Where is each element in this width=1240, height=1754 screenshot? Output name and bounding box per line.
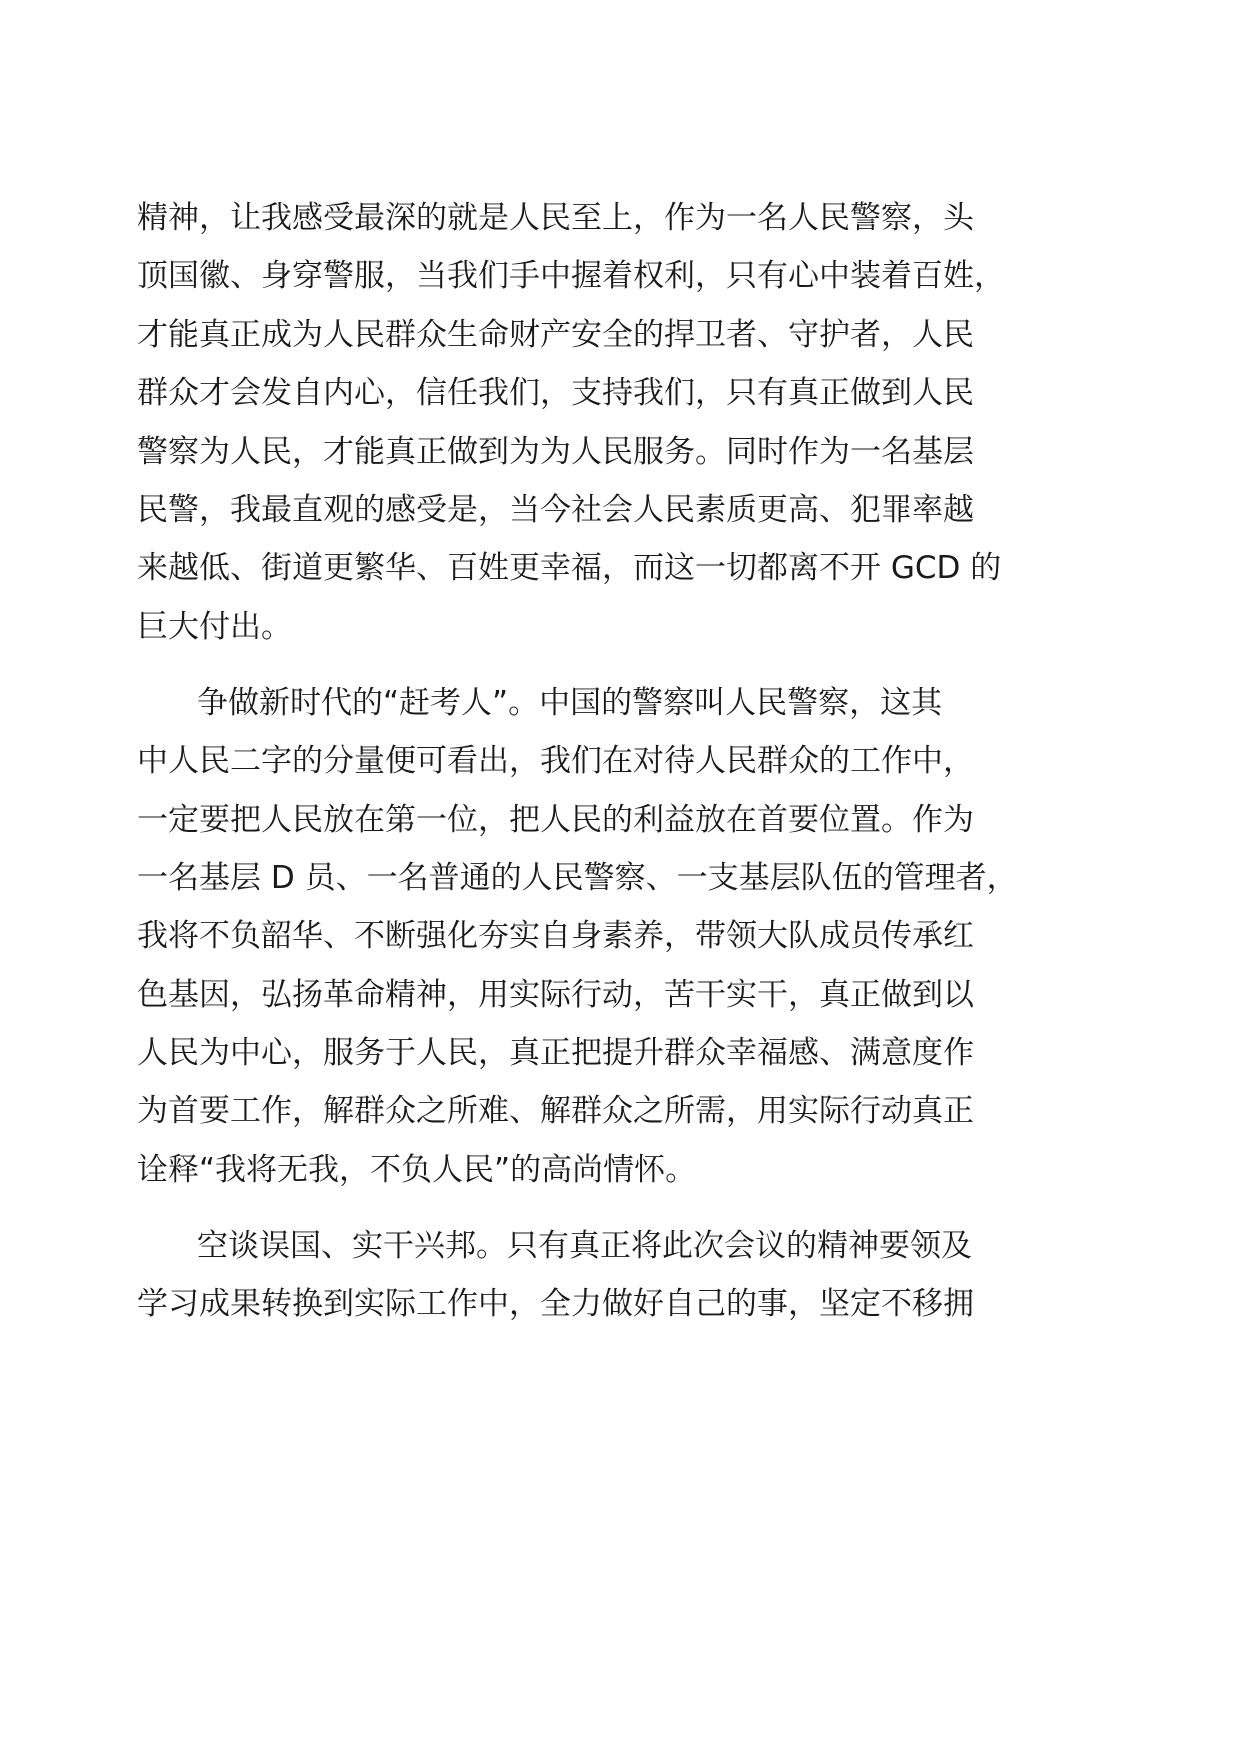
text-line: 一名基层 D 员、一名普通的人民警察、一支基层队伍的管理者， <box>137 859 1018 896</box>
body-text <box>137 189 1037 1351</box>
text-line: 巨大付出。 <box>137 608 292 645</box>
text-line: 顶国徽、身穿警服，当我们手中握着权利，只有心中装着百姓， <box>137 258 1005 295</box>
text-line: 民警，我最直观的感受是，当今社会人民素质更高、犯罪率越 <box>137 491 974 528</box>
text-line: 一定要把人民放在第一位，把人民的利益放在首要位置。作为 <box>137 801 974 838</box>
text-line: 群众才会发自内心，信任我们，支持我们，只有真正做到人民 <box>137 375 974 412</box>
text-line: 精神，让我感受最深的就是人民至上，作为一名人民警察，头 <box>137 200 974 236</box>
text-line: 中人民二字的分量便可看出，我们在对待人民群众的工作中， <box>137 743 974 780</box>
text-line: 诠释“我将无我，不负人民”的高尚情怀。 <box>137 1151 697 1188</box>
text-line: 色基因，弘扬革命精神，用实际行动，苦干实干，真正做到以 <box>137 976 974 1013</box>
text-line: 为首要工作，解群众之所难、解群众之所需，用实际行动真正 <box>137 1093 974 1130</box>
text-line: 人民为中心，服务于人民，真正把提升群众幸福感、满意度作 <box>137 1035 974 1072</box>
text-line: 才能真正成为人民群众生命财产安全的捍卫者、守护者，人民 <box>137 316 974 353</box>
text-line: 空谈误国、实干兴邦。只有真正将此次会议的精神要领及 <box>197 1227 972 1264</box>
text-line: 警察为人民，才能真正做到为为人民服务。同时作为一名基层 <box>137 433 974 470</box>
paragraph-3 <box>137 1217 1037 1334</box>
paragraph-2 <box>137 674 1037 1200</box>
text-line: 学习成果转换到实际工作中，全力做好自己的事，坚定不移拥 <box>137 1286 974 1323</box>
paragraph-1 <box>137 189 1037 656</box>
text-line: 来越低、街道更繁华、百姓更幸福，而这一切都离不开 GCD 的 <box>137 550 1002 587</box>
text-line: 我将不负韶华、不断强化夯实自身素养，带领大队成员传承红 <box>137 918 974 955</box>
text-line: 争做新时代的“赶考人”。中国的警察叫人民警察，这其 <box>197 684 943 721</box>
